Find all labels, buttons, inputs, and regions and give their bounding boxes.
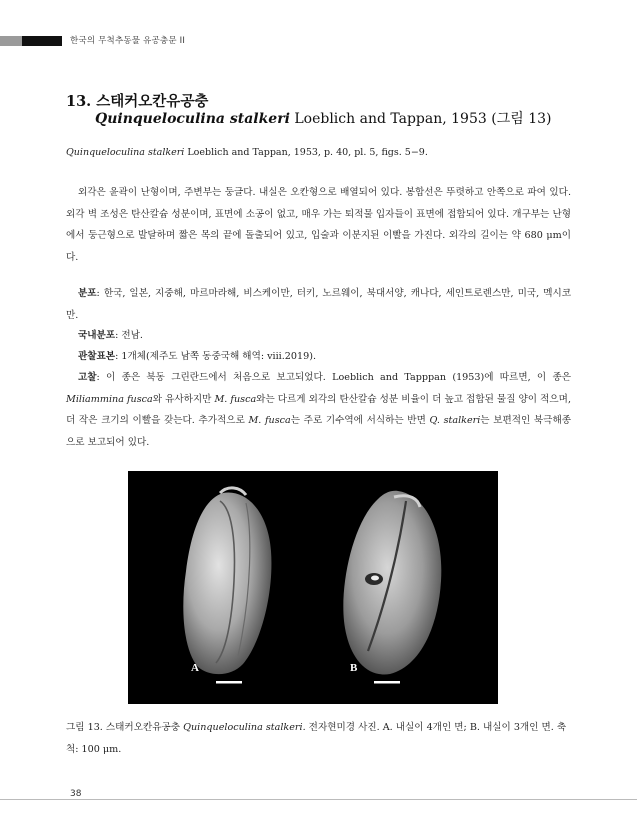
specimen-a-image [183,488,271,674]
scientific-name: Quinqueloculina stalkeri [95,111,290,127]
domestic-label: 국내분포 [78,330,116,341]
distribution-text: : 한국, 일본, 지중해, 마르마라해, 비스케이만, 터키, 노르웨이, 북대서양, 캐나다, 세인트로렌스만, 미국, 멕시코만. [66,288,571,321]
remarks-label: 고찰 [78,372,97,383]
page-number: 38 [66,789,85,799]
domestic-distribution [78,325,143,347]
running-header: 한국의 무척추동물 유공충문 II [70,36,186,46]
header-gray-bar [0,36,22,46]
remarks-taxon-1: Miliammina fusca [66,393,153,405]
figure-label-a: A [191,662,199,674]
distribution-paragraph [66,283,571,326]
remarks-text-2: 와 유사하지만 [152,393,215,405]
species-title: 13. 스태커오칸유공충 [66,93,209,110]
figure-caption [66,717,571,760]
remarks-text-4: 는 주로 기수역에 서식하는 반면 [290,415,430,426]
specimen-label: 관찰표본 [78,351,116,362]
species-scientific-title [95,108,551,128]
synonymy-citation [66,147,428,158]
description-paragraph: 외각은 윤곽이 난형이며, 주변부는 둥글다. 내실은 오칸형으로 배열되어 있다. 봉합선은 뚜렷하고 안쪽으로 파여 있다. 외각 벽 조성은 탄산칼슘 성분이며, 표면에 소공이 없고, 매우 가는 퇴적물 입자들이 표면에 접합되어 있다. 개구부는 난형에서 둥근형으로 발달하며 짧은 목의 끝에 돌출되어 있고, 입술과 이분지된 이빨을 가진다. 외각의 길이는 약 680 μm이다. [66,187,571,263]
caption-text-1: 그림 13. 스태커오칸유공충 [66,722,184,733]
caption-taxon: Quinqueloculina stalkeri [183,722,303,733]
footer-rule [0,799,637,800]
scale-bar-b [374,681,400,684]
remarks-text-1: : 이 종은 북동 그린란드에서 처음으로 보고되었다. Loeblich and Tapppan (1953)에 따르면, 이 종은 [96,372,571,383]
domestic-text: : 전남. [115,330,143,341]
species-authority: Loeblich and Tappan, 1953 (그림 13) [289,111,552,127]
scale-bar-a [216,681,242,684]
citation-name: Quinqueloculina stalkeri [66,147,185,158]
examined-specimen [78,346,316,368]
remarks-taxon-2: M. fusca [214,393,257,405]
remarks-taxon-3: M. fusca [248,415,291,426]
remarks-paragraph [66,367,571,453]
header-black-bar [22,36,62,46]
remarks-text-5: 는 보편적인 북극해종으로 보고되어 있다. [66,415,571,448]
distribution-label: 분포 [78,288,97,299]
citation-text: Loeblich and Tappan, 1953, p. 40, pl. 5, figs. 5−9. [184,147,428,158]
caption-text-2: . 전자현미경 사진. A. 내실이 4개인 면; B. 내실이 3개인 면. 축척: 100 μm. [66,722,567,755]
remarks-taxon-4: Q. stalkeri [429,415,481,426]
figure-label-b: B [350,662,358,674]
specimen-b-image [343,491,441,675]
sem-figure [128,471,498,704]
specimen-text: : 1개체(제주도 남쪽 동중국해 해역: viii.2019). [115,351,316,362]
remarks-text-3: 와는 다르게 외각의 탄산칼슘 성분 비율이 더 높고 접합된 물질 양이 적으며, 더 작은 크기의 이빨을 갖는다. 추가적으로 [66,393,571,426]
